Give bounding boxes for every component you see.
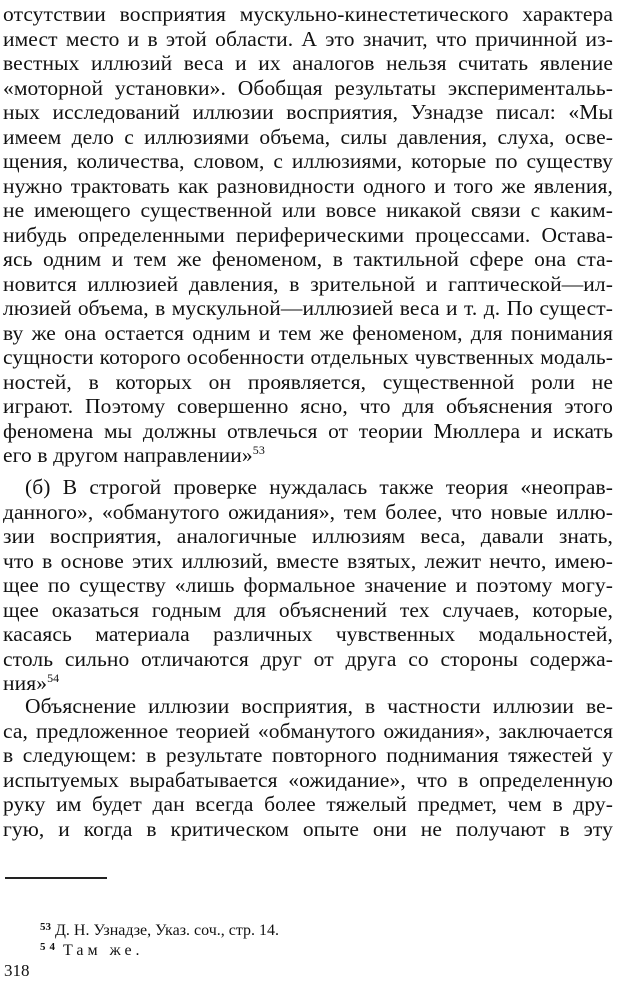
paragraph-3 [3, 694, 613, 841]
page-number: 318 [4, 961, 30, 980]
text-line-last [3, 671, 613, 696]
text-line: отсутствии восприятия мускульно-кинестетического характера [3, 2, 613, 26]
text-line: играют. Поэтому совершенно ясно, что для объяснения этого [3, 394, 613, 418]
text-line: (б) В строгой проверке нуждалась также теория «неоправ- [25, 475, 613, 499]
footnote-text: Д. Н. Узнадзе, Указ. соч., стр. 14. [55, 922, 280, 939]
text-line: испытуемых вырабатывается «ожидание», что в определенную [3, 767, 613, 792]
text-line: гую, и когда в критическом опыте они не получают в эту [3, 816, 613, 841]
text-line: са, предложенное теорией «обманутого ожидания», заключается [3, 718, 613, 743]
text-line: нужно трактовать как разновидности одного и того же явления, [3, 173, 613, 198]
footnote-text: Там же. [63, 942, 144, 959]
footnote-ref-54[interactable]: 54 [47, 671, 60, 685]
text-fragment: его в другом направлении» [3, 443, 253, 467]
text-line: имеем дело с иллюзиями объема, силы давления, слуха, освe- [3, 124, 613, 149]
text-line: данного», «обманутого ожидания», тем более, что новые иллю- [3, 499, 613, 524]
footnote-ref-53[interactable]: 53 [252, 443, 265, 457]
text-line: в следующем: в результате повторного поднимания тяжестей у [3, 743, 613, 767]
footnote-number: 54 [40, 941, 59, 953]
paragraph-2 [3, 475, 613, 696]
text-line: сущности которого особенности отдельных чувственных модаль- [3, 345, 613, 369]
text-fragment: ния» [3, 671, 48, 695]
text-line: ву же она остается одним и тем же феноменом, для понимания [3, 320, 613, 345]
text-line: касаясь материала различных чувственных модальностей, [3, 622, 613, 646]
footnote-54 [40, 937, 144, 961]
text-line: феномена мы должны отвлечься от теории Мюллера и искать [3, 418, 613, 443]
text-line: что в основе этих иллюзий, вместе взятых, лежит нечто, имею- [3, 548, 613, 573]
text-line: не имеющего существенной или вовсе никакой связи с каким- [3, 198, 613, 222]
text-line: нибудь определенными периферическими процессами. Остава- [3, 222, 613, 247]
text-line: «моторной установки». Обобщая результаты экспериментальь- [3, 75, 613, 100]
text-line: ных исследований иллюзии восприятия, Узнадзе писал: «Мы [3, 100, 613, 124]
text-line: щее по существу «лишь формальное значение и поэтому могу- [3, 573, 613, 597]
text-line-last [3, 443, 613, 468]
footnote-number: 53 [40, 921, 51, 933]
text-line: зии восприятия, аналогичные иллюзиям веса, давали знать, [3, 524, 613, 548]
text-line: ясь одним и тем же феноменом, в тактильной сфере она ста- [3, 247, 613, 271]
text-line: новится иллюзией давления, в зрительной и гаптической—ил- [3, 271, 613, 296]
paragraph-1 [3, 2, 613, 468]
text-line: имест место и в этой области. А это значит, что причинной из- [3, 26, 613, 51]
text-line: ностей, в которых он проявляется, существенной роли не [3, 369, 613, 394]
text-line: столь сильно отличаются друг от друга со стороны содержа- [3, 646, 613, 671]
text-line: руку им будет дан всегда более тяжелый предмет, чем в дру- [3, 792, 613, 816]
text-line: щее оказаться годным для объяснений тех случаев, которые, [3, 597, 613, 622]
text-line: люзией объема, в мускульной—иллюзией веса и т. д. По сущест- [3, 296, 613, 320]
text-line: Объяснение иллюзии восприятия, в частности иллюзии ве- [25, 694, 613, 718]
text-line: щения, количества, словом, с иллюзиями, которые по существу [3, 149, 613, 173]
text-line: вестных иллюзий веса и их аналогов нельзя считать явление [3, 51, 613, 75]
footnote-separator [5, 877, 107, 879]
